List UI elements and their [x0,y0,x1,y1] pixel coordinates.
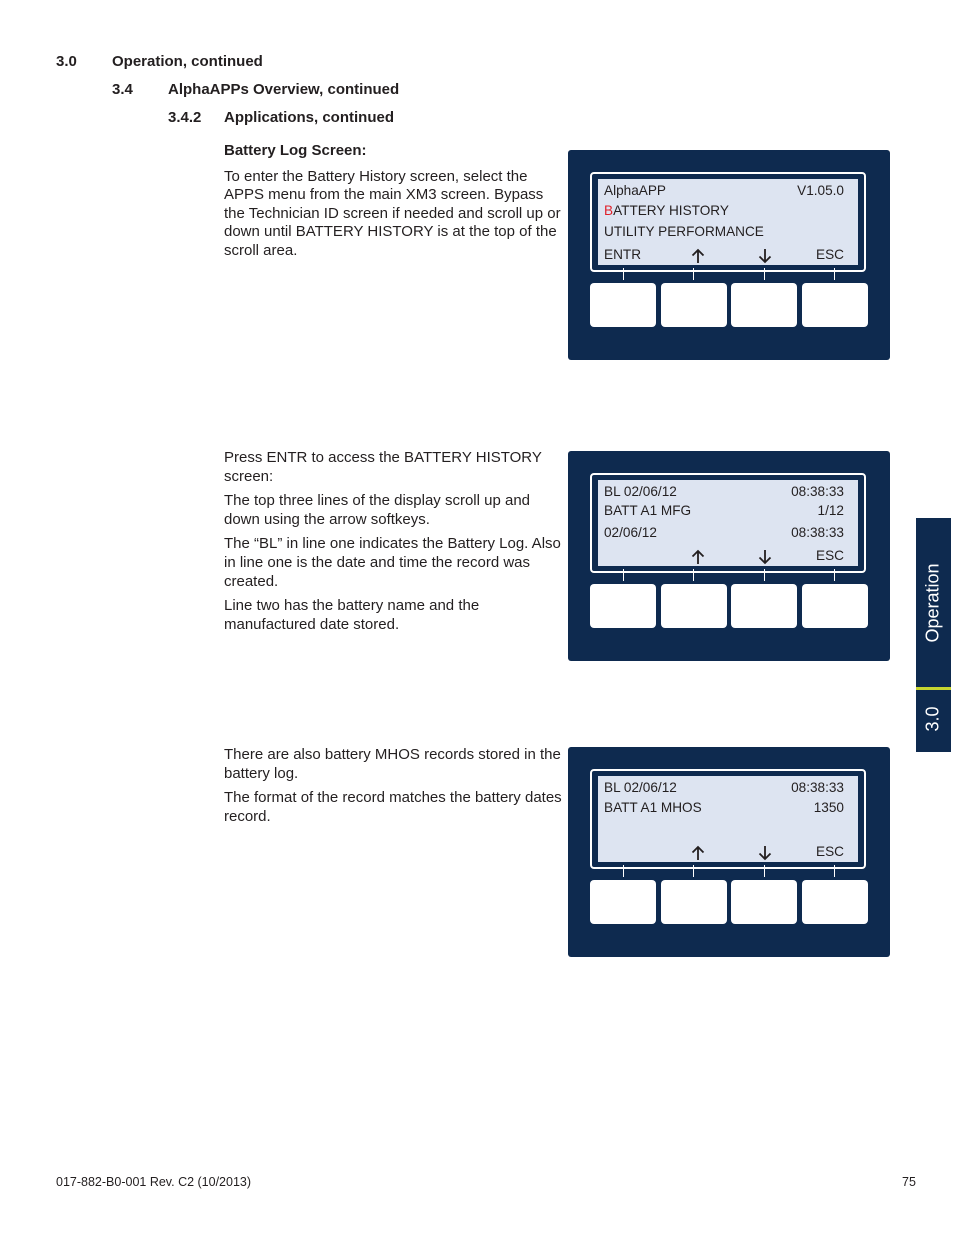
softkey-2[interactable] [661,283,727,327]
softkey-4[interactable] [802,584,868,628]
softkey-4[interactable] [802,880,868,924]
softkey-2[interactable] [661,880,727,924]
softkey-1[interactable] [590,880,656,924]
paragraph: The format of the record matches the battery dates record. [224,789,562,825]
arrow-down-icon [756,548,774,566]
battery-log-subheading: Battery Log Screen: [224,142,367,159]
softkey-label-esc: ESC [816,247,844,262]
lcd-display [598,776,858,862]
arrow-down-icon [756,247,774,265]
section3-text [224,746,562,832]
side-tab-divider [916,687,951,690]
paragraph: The top three lines of the display scroll up and down using the arrow softkeys. [224,492,531,528]
side-tab-section-name: Operation [922,563,943,643]
softkey-label-esc: ESC [816,844,844,859]
lcd-line-1: AlphaAPP V1.05.0 [604,183,844,198]
heading-3-0: 3.0 Operation, continued [56,53,263,70]
footer-doc-id: 017-882-B0-001 Rev. C2 (10/2013) [56,1175,252,1189]
section1-text [224,142,562,267]
softkey-2[interactable] [661,584,727,628]
paragraph: To enter the Battery History screen, select the APPS menu from the main XM3 screen. Bypass the Technician ID screen if needed and scroll up or down until BATTERY HISTORY is at the top of the scroll area. [224,167,561,259]
device-panel-2 [568,451,890,661]
softkey-label-esc: ESC [816,548,844,563]
softkey-3[interactable] [731,283,797,327]
paragraph: Press ENTR to access the BATTERY HISTORY screen: [224,449,542,485]
footer-page-number: 75 [902,1175,916,1189]
arrow-up-icon [689,844,707,862]
heading-3-4-2: 3.4.2 Applications, continued [168,109,395,126]
softkey-label-entr: ENTR [604,247,642,262]
display-frame [590,473,866,573]
softkey-3[interactable] [731,880,797,924]
softkey-1[interactable] [590,584,656,628]
arrow-down-icon [756,844,774,862]
lcd-softkey-labels [604,247,844,265]
lcd-line-2: BATTERY HISTORY [604,203,729,218]
display-frame [590,769,866,869]
lcd-line-3: UTILITY PERFORMANCE [604,224,764,239]
device-panel-1 [568,150,890,360]
display-frame [590,172,866,272]
softkey-1[interactable] [590,283,656,327]
lcd-line-3: 02/06/12 08:38:33 [604,525,844,540]
arrow-up-icon [689,247,707,265]
softkey-4[interactable] [802,283,868,327]
section-side-tab [916,518,951,752]
section2-text [224,449,562,640]
paragraph: There are also battery MHOS records stored in the battery log. [224,746,561,782]
heading-3-4: 3.4 AlphaAPPs Overview, continued [112,81,400,98]
softkey-3[interactable] [731,584,797,628]
device-panel-3 [568,747,890,957]
arrow-up-icon [689,548,707,566]
lcd-line-2: BATT A1 MHOS 1350 [604,800,844,815]
lcd-display [598,179,858,265]
lcd-softkey-labels [604,844,844,862]
paragraph: Line two has the battery name and the manufactured date stored. [224,597,480,633]
lcd-line-1: BL 02/06/12 08:38:33 [604,780,844,795]
lcd-line-2: BATT A1 MFG 1/12 [604,503,844,518]
lcd-display [598,480,858,566]
side-tab-section-number: 3.0 [922,706,943,732]
cursor-highlight: B [604,203,614,218]
paragraph: The “BL” in line one indicates the Battery Log. Also in line one is the date and time the record was created. [224,535,561,590]
lcd-line-1: BL 02/06/12 08:38:33 [604,484,844,499]
lcd-softkey-labels [604,548,844,566]
